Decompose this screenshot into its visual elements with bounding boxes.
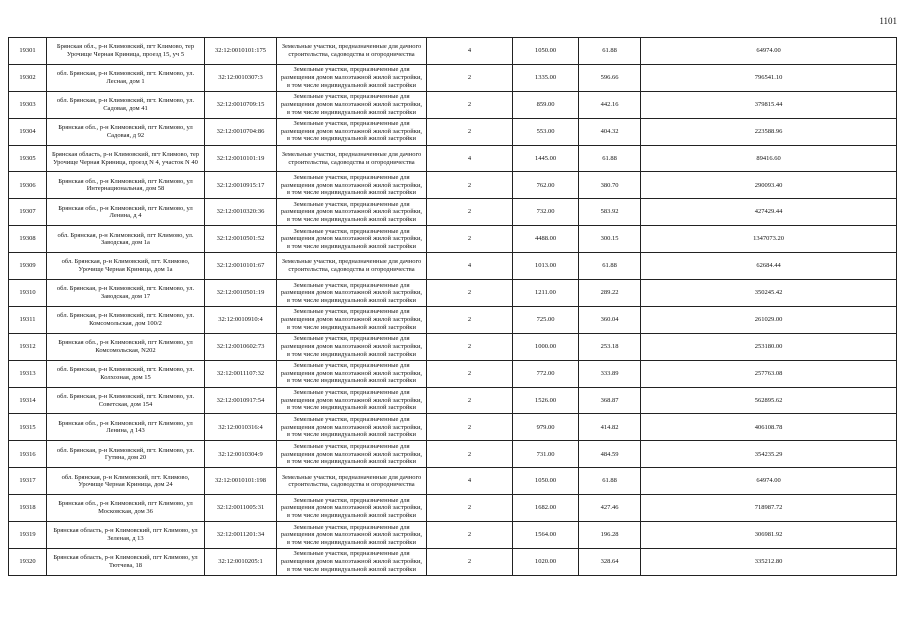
area-cell: 1013.00 xyxy=(513,253,579,280)
rate-cell: 328.64 xyxy=(579,548,641,575)
rate-cell: 427.46 xyxy=(579,495,641,522)
cadastral-number-cell: 32:12:0010205:1 xyxy=(205,548,277,575)
land-use-cell: Земельные участки, предназначенные для дачного строительства, садоводства и огородничества xyxy=(277,253,427,280)
area-cell: 1682.00 xyxy=(513,495,579,522)
cadastral-number-cell: 32:12:0010101:198 xyxy=(205,468,277,495)
cadastral-number-cell: 32:12:0010917:54 xyxy=(205,387,277,414)
land-use-cell: Земельные участки, предназначенные для размещения домов малоэтажной жилой застройки, в том числе индивидуальной жилой застройки xyxy=(277,118,427,145)
cadastral-value-cell: 354235.29 xyxy=(641,441,897,468)
table-row xyxy=(9,38,897,65)
area-cell: 725.00 xyxy=(513,306,579,333)
cadastral-value-cell: 89416.60 xyxy=(641,145,897,172)
area-cell: 1335.00 xyxy=(513,64,579,91)
cadastral-number-cell: 32:12:0010320:36 xyxy=(205,199,277,226)
category-cell: 2 xyxy=(427,522,513,549)
table-row xyxy=(9,226,897,253)
row-number-cell: 19307 xyxy=(9,199,47,226)
cadastral-number-cell: 32:12:0010316:4 xyxy=(205,414,277,441)
rate-cell: 484.59 xyxy=(579,441,641,468)
land-use-cell: Земельные участки, предназначенные для размещения домов малоэтажной жилой застройки, в том числе индивидуальной жилой застройки xyxy=(277,360,427,387)
address-cell: Брянская область, р-н Климовский, пгт Климово, тер Урочище Черная Криница, проезд N 4, участок N 40 xyxy=(47,145,205,172)
land-use-cell: Земельные участки, предназначенные для размещения домов малоэтажной жилой застройки, в том числе индивидуальной жилой застройки xyxy=(277,91,427,118)
table-row xyxy=(9,387,897,414)
address-cell: Брянская обл., р-н Климовский, пгт Климово, ул Московская, дом 36 xyxy=(47,495,205,522)
table-row xyxy=(9,145,897,172)
table-row xyxy=(9,441,897,468)
table-row xyxy=(9,118,897,145)
area-cell: 553.00 xyxy=(513,118,579,145)
cadastral-number-cell: 32:12:0011005:31 xyxy=(205,495,277,522)
rate-cell: 196.28 xyxy=(579,522,641,549)
row-number-cell: 19309 xyxy=(9,253,47,280)
address-cell: Брянская обл., р-н Климовский, пгт Климово, ул Ленина, д 143 xyxy=(47,414,205,441)
row-number-cell: 19319 xyxy=(9,522,47,549)
address-cell: Брянская область, р-н Климовский, пгт Климово, ул Зеленая, д 13 xyxy=(47,522,205,549)
cadastral-number-cell: 32:12:0010101:19 xyxy=(205,145,277,172)
address-cell: обл. Брянская, р-н Климовский, пгт. Климово, ул. Комсомольская, дом 100/2 xyxy=(47,306,205,333)
rate-cell: 360.04 xyxy=(579,306,641,333)
cadastral-number-cell: 32:12:0011107:32 xyxy=(205,360,277,387)
category-cell: 2 xyxy=(427,441,513,468)
land-use-cell: Земельные участки, предназначенные для размещения домов малоэтажной жилой застройки, в том числе индивидуальной жилой застройки xyxy=(277,495,427,522)
row-number-cell: 19311 xyxy=(9,306,47,333)
cadastral-number-cell: 32:12:0010704:86 xyxy=(205,118,277,145)
area-cell: 1526.00 xyxy=(513,387,579,414)
category-cell: 2 xyxy=(427,172,513,199)
row-number-cell: 19303 xyxy=(9,91,47,118)
category-cell: 4 xyxy=(427,468,513,495)
category-cell: 4 xyxy=(427,38,513,65)
cadastral-value-cell: 64974.00 xyxy=(641,38,897,65)
cadastral-value-cell: 406108.78 xyxy=(641,414,897,441)
area-cell: 1050.00 xyxy=(513,468,579,495)
row-number-cell: 19316 xyxy=(9,441,47,468)
row-number-cell: 19312 xyxy=(9,333,47,360)
area-cell: 859.00 xyxy=(513,91,579,118)
address-cell: Брянская обл., р-н Климовский, пгт Климово, ул Комсомольская, N202 xyxy=(47,333,205,360)
row-number-cell: 19308 xyxy=(9,226,47,253)
cadastral-value-cell: 253180.00 xyxy=(641,333,897,360)
rate-cell: 61.88 xyxy=(579,468,641,495)
category-cell: 2 xyxy=(427,548,513,575)
area-cell: 1050.00 xyxy=(513,38,579,65)
rate-cell: 380.70 xyxy=(579,172,641,199)
cadastral-number-cell: 32:12:0010501:19 xyxy=(205,280,277,307)
category-cell: 2 xyxy=(427,414,513,441)
cadastral-value-cell: 223588.96 xyxy=(641,118,897,145)
category-cell: 2 xyxy=(427,333,513,360)
land-use-cell: Земельные участки, предназначенные для размещения домов малоэтажной жилой застройки, в том числе индивидуальной жилой застройки xyxy=(277,226,427,253)
category-cell: 2 xyxy=(427,387,513,414)
rate-cell: 289.22 xyxy=(579,280,641,307)
category-cell: 2 xyxy=(427,91,513,118)
cadastral-value-cell: 62684.44 xyxy=(641,253,897,280)
row-number-cell: 19304 xyxy=(9,118,47,145)
row-number-cell: 19313 xyxy=(9,360,47,387)
land-use-cell: Земельные участки, предназначенные для размещения домов малоэтажной жилой застройки, в том числе индивидуальной жилой застройки xyxy=(277,199,427,226)
rate-cell: 61.88 xyxy=(579,38,641,65)
table-row xyxy=(9,91,897,118)
cadastral-number-cell: 32:12:0010307:3 xyxy=(205,64,277,91)
address-cell: Брянская обл., р-н Климовский, пгт Климово, тер Урочище Черная Криница, проезд 15, уч 5 xyxy=(47,38,205,65)
address-cell: обл. Брянская, р-н Климовский, пгт. Климово, ул. Заводская, дом 17 xyxy=(47,280,205,307)
address-cell: Брянская обл., р-н Климовский, пгт Климово, ул Ленина, д 4 xyxy=(47,199,205,226)
land-use-cell: Земельные участки, предназначенные для размещения домов малоэтажной жилой застройки, в том числе индивидуальной жилой застройки xyxy=(277,414,427,441)
category-cell: 2 xyxy=(427,199,513,226)
row-number-cell: 19317 xyxy=(9,468,47,495)
rate-cell: 583.92 xyxy=(579,199,641,226)
cadastral-value-cell: 427429.44 xyxy=(641,199,897,226)
category-cell: 2 xyxy=(427,64,513,91)
area-cell: 4488.00 xyxy=(513,226,579,253)
cadastral-number-cell: 32:12:0011201:34 xyxy=(205,522,277,549)
cadastral-value-cell: 718987.72 xyxy=(641,495,897,522)
category-cell: 2 xyxy=(427,226,513,253)
cadastral-number-cell: 32:12:0010101:175 xyxy=(205,38,277,65)
land-use-cell: Земельные участки, предназначенные для размещения домов малоэтажной жилой застройки, в том числе индивидуальной жилой застройки xyxy=(277,441,427,468)
category-cell: 4 xyxy=(427,145,513,172)
cadastral-value-cell: 335212.80 xyxy=(641,548,897,575)
table-body xyxy=(9,38,897,576)
land-registry-table xyxy=(8,37,897,576)
cadastral-value-cell: 562895.62 xyxy=(641,387,897,414)
land-use-cell: Земельные участки, предназначенные для дачного строительства, садоводства и огородничества xyxy=(277,468,427,495)
address-cell: Брянская область, р-н Климовский, пгт Климово, ул Тютчева, 18 xyxy=(47,548,205,575)
table-row xyxy=(9,360,897,387)
cadastral-value-cell: 290093.40 xyxy=(641,172,897,199)
row-number-cell: 19301 xyxy=(9,38,47,65)
page-number: 1101 xyxy=(879,16,897,26)
area-cell: 772.00 xyxy=(513,360,579,387)
address-cell: Брянская обл., р-н Климовский, пгт Климово, ул Интернациональная, дом 58 xyxy=(47,172,205,199)
land-use-cell: Земельные участки, предназначенные для размещения домов малоэтажной жилой застройки, в том числе индивидуальной жилой застройки xyxy=(277,333,427,360)
row-number-cell: 19302 xyxy=(9,64,47,91)
address-cell: обл. Брянская, р-н Климовский, пгт. Климово, ул. Садовая, дом 41 xyxy=(47,91,205,118)
area-cell: 1564.00 xyxy=(513,522,579,549)
land-use-cell: Земельные участки, предназначенные для дачного строительства, садоводства и огородничества xyxy=(277,145,427,172)
row-number-cell: 19315 xyxy=(9,414,47,441)
rate-cell: 333.89 xyxy=(579,360,641,387)
cadastral-value-cell: 257763.08 xyxy=(641,360,897,387)
category-cell: 4 xyxy=(427,253,513,280)
cadastral-value-cell: 796541.10 xyxy=(641,64,897,91)
cadastral-number-cell: 32:12:0010101:67 xyxy=(205,253,277,280)
area-cell: 1000.00 xyxy=(513,333,579,360)
land-use-cell: Земельные участки, предназначенные для размещения домов малоэтажной жилой застройки, в том числе индивидуальной жилой застройки xyxy=(277,548,427,575)
rate-cell: 253.18 xyxy=(579,333,641,360)
category-cell: 2 xyxy=(427,306,513,333)
table-row xyxy=(9,468,897,495)
cadastral-value-cell: 64974.00 xyxy=(641,468,897,495)
rate-cell: 414.82 xyxy=(579,414,641,441)
table-row xyxy=(9,280,897,307)
cadastral-number-cell: 32:12:0010910:4 xyxy=(205,306,277,333)
category-cell: 2 xyxy=(427,118,513,145)
area-cell: 762.00 xyxy=(513,172,579,199)
address-cell: обл. Брянская, р-н Климовский, пгт. Климово, Урочище Черная Криница, дом 24 xyxy=(47,468,205,495)
cadastral-value-cell: 350245.42 xyxy=(641,280,897,307)
address-cell: обл. Брянская, р-н Климовский, пгт. Климово, ул. Советская, дом 154 xyxy=(47,387,205,414)
table-row xyxy=(9,522,897,549)
row-number-cell: 19310 xyxy=(9,280,47,307)
area-cell: 731.00 xyxy=(513,441,579,468)
category-cell: 2 xyxy=(427,495,513,522)
table-row xyxy=(9,333,897,360)
rate-cell: 442.16 xyxy=(579,91,641,118)
cadastral-value-cell: 1347073.20 xyxy=(641,226,897,253)
address-cell: Брянская обл., р-н Климовский, пгт Климово, ул Садовая, д 92 xyxy=(47,118,205,145)
cadastral-number-cell: 32:12:0010304:9 xyxy=(205,441,277,468)
cadastral-number-cell: 32:12:0010709:15 xyxy=(205,91,277,118)
cadastral-number-cell: 32:12:0010915:17 xyxy=(205,172,277,199)
land-use-cell: Земельные участки, предназначенные для размещения домов малоэтажной жилой застройки, в том числе индивидуальной жилой застройки xyxy=(277,280,427,307)
area-cell: 979.00 xyxy=(513,414,579,441)
land-use-cell: Земельные участки, предназначенные для размещения домов малоэтажной жилой застройки, в том числе индивидуальной жилой застройки xyxy=(277,387,427,414)
address-cell: обл. Брянская, р-н Климовский, пгт. Климово, ул. Гутина, дом 20 xyxy=(47,441,205,468)
land-use-cell: Земельные участки, предназначенные для размещения домов малоэтажной жилой застройки, в том числе индивидуальной жилой застройки xyxy=(277,306,427,333)
table-row xyxy=(9,199,897,226)
table-row xyxy=(9,172,897,199)
address-cell: обл. Брянская, р-н Климовский, пгт Климово, ул. Заводская, дом 1а xyxy=(47,226,205,253)
address-cell: обл. Брянская, р-н Климовский, пгт. Климово, Урочище Черная Криница, дом 1а xyxy=(47,253,205,280)
row-number-cell: 19306 xyxy=(9,172,47,199)
address-cell: обл. Брянская, р-н Климовский, пгт. Климово, ул. Лесная, дом 1 xyxy=(47,64,205,91)
rate-cell: 61.88 xyxy=(579,145,641,172)
rate-cell: 300.15 xyxy=(579,226,641,253)
area-cell: 1020.00 xyxy=(513,548,579,575)
area-cell: 732.00 xyxy=(513,199,579,226)
table-row xyxy=(9,253,897,280)
table-row xyxy=(9,495,897,522)
land-use-cell: Земельные участки, предназначенные для дачного строительства, садоводства и огородничества xyxy=(277,38,427,65)
category-cell: 2 xyxy=(427,360,513,387)
cadastral-number-cell: 32:12:0010602:73 xyxy=(205,333,277,360)
rate-cell: 61.88 xyxy=(579,253,641,280)
land-use-cell: Земельные участки, предназначенные для размещения домов малоэтажной жилой застройки, в том числе индивидуальной жилой застройки xyxy=(277,172,427,199)
category-cell: 2 xyxy=(427,280,513,307)
table-row xyxy=(9,548,897,575)
area-cell: 1445.00 xyxy=(513,145,579,172)
table-row xyxy=(9,414,897,441)
cadastral-number-cell: 32:12:0010501:52 xyxy=(205,226,277,253)
row-number-cell: 19318 xyxy=(9,495,47,522)
cadastral-value-cell: 379815.44 xyxy=(641,91,897,118)
rate-cell: 404.32 xyxy=(579,118,641,145)
cadastral-value-cell: 306981.92 xyxy=(641,522,897,549)
rate-cell: 596.66 xyxy=(579,64,641,91)
address-cell: обл. Брянская, р-н Климовский, пгт. Климово, ул. Колхозная, дом 15 xyxy=(47,360,205,387)
land-use-cell: Земельные участки, предназначенные для размещения домов малоэтажной жилой застройки, в том числе индивидуальной жилой застройки xyxy=(277,64,427,91)
cadastral-value-cell: 261029.00 xyxy=(641,306,897,333)
row-number-cell: 19305 xyxy=(9,145,47,172)
table-row xyxy=(9,64,897,91)
area-cell: 1211.00 xyxy=(513,280,579,307)
rate-cell: 368.87 xyxy=(579,387,641,414)
row-number-cell: 19314 xyxy=(9,387,47,414)
table-row xyxy=(9,306,897,333)
row-number-cell: 19320 xyxy=(9,548,47,575)
land-use-cell: Земельные участки, предназначенные для размещения домов малоэтажной жилой застройки, в том числе индивидуальной жилой застройки xyxy=(277,522,427,549)
